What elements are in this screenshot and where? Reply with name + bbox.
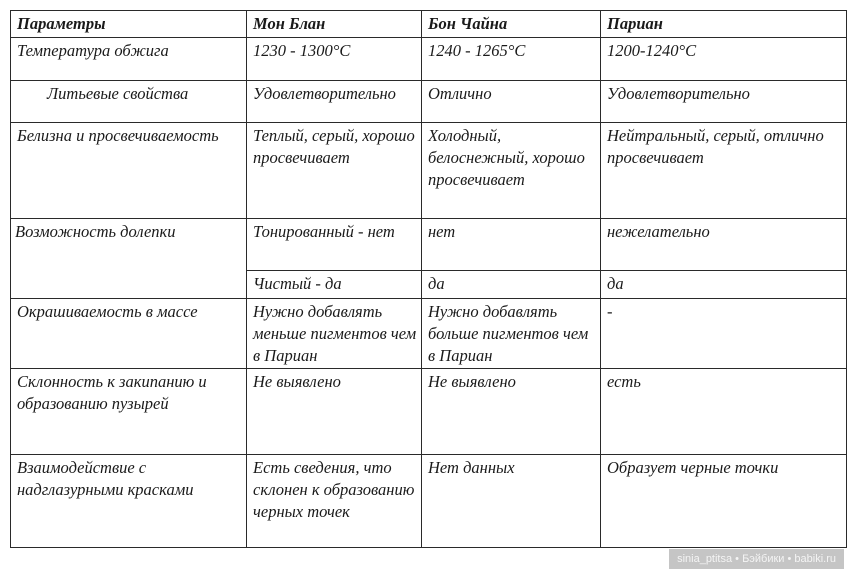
header-parian: Париан bbox=[601, 11, 847, 38]
param-cell: Окрашиваемость в массе bbox=[11, 299, 247, 369]
param-cell: Возможность долепки bbox=[11, 219, 247, 299]
table-row bbox=[11, 123, 847, 219]
value-cell: - bbox=[601, 299, 847, 369]
value-cell: Нужно добавлять меньше пигментов чем в Париан bbox=[247, 299, 422, 369]
value-cell: Есть сведения, что склонен к образованию черных точек bbox=[247, 455, 422, 548]
value-cell: Отлично bbox=[422, 81, 601, 123]
watermark: sinia_ptitsa • Бэйбики • babiki.ru bbox=[669, 549, 844, 569]
param-cell: Белизна и просвечиваемость bbox=[11, 123, 247, 219]
param-cell: Склонность к закипанию и образованию пузырей bbox=[11, 369, 247, 455]
value-cell: Нужно добавлять больше пигментов чем в Париан bbox=[422, 299, 601, 369]
header-parameters: Параметры bbox=[11, 11, 247, 38]
param-cell: Литьевые свойства bbox=[11, 81, 247, 123]
value-cell: 1240 - 1265°C bbox=[422, 38, 601, 81]
value-cell: 1230 - 1300°C bbox=[247, 38, 422, 81]
value-cell: Тонированный - нет bbox=[247, 219, 422, 271]
table-row bbox=[11, 455, 847, 548]
table-header-row bbox=[11, 11, 847, 38]
table-row bbox=[11, 219, 847, 271]
value-cell: Чистый - да bbox=[247, 271, 422, 299]
param-cell: Взаимодействие с надглазурными красками bbox=[11, 455, 247, 548]
value-cell: Не выявлено bbox=[422, 369, 601, 455]
value-cell: есть bbox=[601, 369, 847, 455]
header-bone-china: Бон Чайна bbox=[422, 11, 601, 38]
table-row bbox=[11, 38, 847, 81]
value-cell: Холодный, белоснежный, хорошо просвечивает bbox=[422, 123, 601, 219]
comparison-table bbox=[10, 10, 847, 548]
table-row bbox=[11, 369, 847, 455]
value-cell: да bbox=[601, 271, 847, 299]
value-cell: Теплый, серый, хорошо просвечивает bbox=[247, 123, 422, 219]
value-cell: да bbox=[422, 271, 601, 299]
param-cell: Температура обжига bbox=[11, 38, 247, 81]
value-cell: нежелательно bbox=[601, 219, 847, 271]
table-row bbox=[11, 81, 847, 123]
value-cell: Не выявлено bbox=[247, 369, 422, 455]
value-cell: Нет данных bbox=[422, 455, 601, 548]
value-cell: 1200-1240°C bbox=[601, 38, 847, 81]
value-cell: Нейтральный, серый, отлично просвечивает bbox=[601, 123, 847, 219]
header-mont-blanc: Мон Блан bbox=[247, 11, 422, 38]
value-cell: нет bbox=[422, 219, 601, 271]
value-cell: Удовлетворительно bbox=[247, 81, 422, 123]
value-cell: Образует черные точки bbox=[601, 455, 847, 548]
value-cell: Удовлетворительно bbox=[601, 81, 847, 123]
table-row bbox=[11, 299, 847, 369]
